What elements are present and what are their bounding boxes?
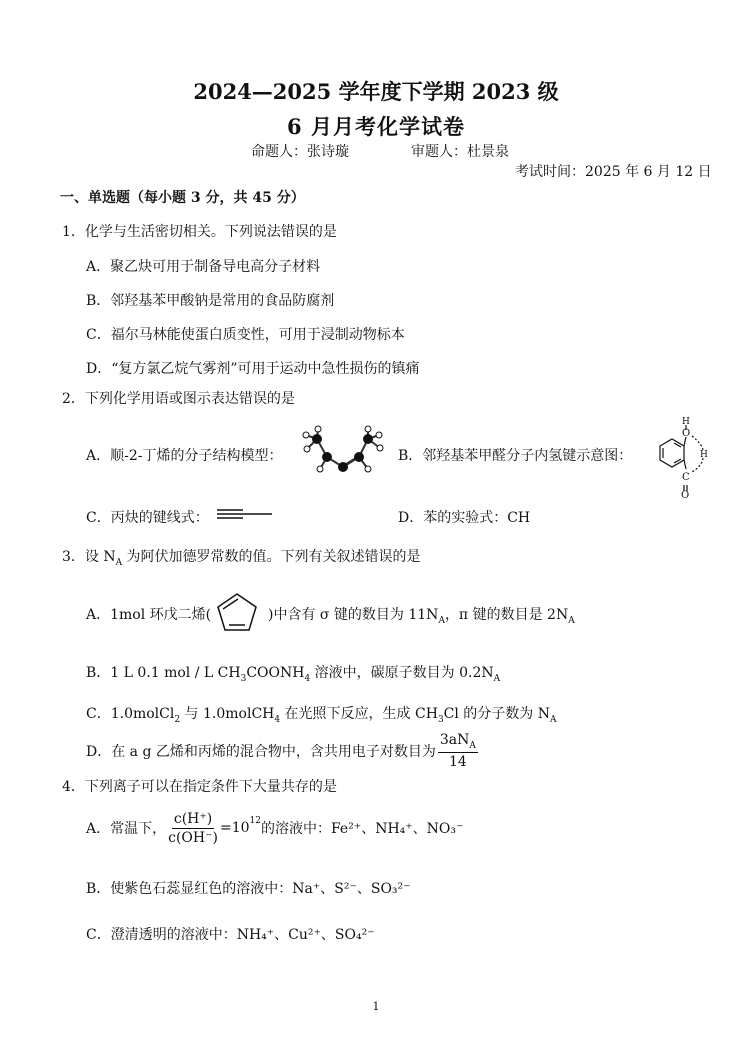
question-4-option-a: A．常温下， $\frac{c(H^+)}{c(OH^-)}$ =10 $^{12}$ 的溶液中：Fe²⁺、NH₄⁺、NO₃⁻ bbox=[86, 810, 464, 846]
question-2-option-d: D．苯的实验式：CH bbox=[398, 510, 531, 526]
question-4-option-b: B．使紫色石蕊显红色的溶液中：Na⁺、S²⁻、SO₃²⁻ bbox=[86, 881, 411, 897]
page-number: 1 bbox=[372, 1000, 380, 1013]
fig-h1-label: H bbox=[682, 417, 690, 427]
question-3-option-d: D．在 a g 乙烯和丙烯的混合物中，含共用电子对数目为 $\frac{3aN_A}{14}$ bbox=[86, 732, 476, 770]
ion-ratio-fraction: $\frac{c(H^+)}{c(OH^-)}$ bbox=[168, 810, 218, 846]
o-hydroxybenzaldehyde-hbond-diagram bbox=[648, 417, 710, 501]
question-2-option-c: C．丙炔的键线式： bbox=[86, 510, 209, 526]
cis-2-butene-model bbox=[296, 425, 388, 475]
fig-h2-label: H bbox=[700, 450, 708, 460]
exam-subtitle: 6 月月考化学试卷 bbox=[287, 114, 465, 139]
question-2-stem: 2．下列化学用语或图示表达错误的是 bbox=[62, 391, 295, 407]
question-3-option-a-suffix: )中含有 σ 键的数目为 $11N_A$，π 键的数目是 $2N_A$ bbox=[268, 607, 575, 626]
cyclopentadiene-structure bbox=[212, 590, 262, 636]
exam-title: 2024—2025 学年度下学期 2023 级 bbox=[193, 79, 559, 104]
question-1-option-d: D．“复方氯乙烷气雾剂”可用于运动中急性损伤的镇痛 bbox=[86, 361, 420, 377]
question-2-option-a: A．顺-2-丁烯的分子结构模型： bbox=[86, 448, 283, 464]
question-1-stem: 1．化学与生活密切相关。下列说法错误的是 bbox=[62, 224, 337, 240]
reviewer-label: 审题人：杜景泉 bbox=[411, 144, 509, 160]
question-3-option-b: B．1 L 0.1 mol / L $CH_3COONH_4$ 溶液中，碳原子数目为 $0.2N_A$ bbox=[86, 665, 501, 684]
question-1-option-a: A．聚乙炔可用于制备导电高分子材料 bbox=[86, 259, 321, 275]
question-2-option-b: B．邻羟基苯甲醛分子内氢键示意图： bbox=[398, 448, 633, 464]
fig-o1-label: O bbox=[682, 428, 691, 439]
question-1-option-b: B．邻羟基苯甲酸钠是常用的食品防腐剂 bbox=[86, 293, 335, 309]
question-3-stem: 3．设 $N_A$ 为阿伏加德罗常数的值。下列有关叙述错误的是 bbox=[62, 549, 421, 568]
question-1-option-c: C．福尔马林能使蛋白质变性，可用于浸制动物标本 bbox=[86, 327, 405, 343]
electron-pair-fraction: $\frac{3aN_A}{14}$ bbox=[439, 732, 476, 770]
fig-o2-label: O bbox=[681, 490, 690, 501]
author-label: 命题人：张诗璇 bbox=[251, 144, 349, 160]
question-4-stem: 4．下列离子可以在指定条件下大量共存的是 bbox=[62, 779, 337, 795]
propyne-skeletal-formula bbox=[217, 508, 273, 520]
section-heading: 一、单选题（每小题 3 分，共 45 分） bbox=[60, 190, 305, 206]
question-3-option-c: C．1.0molCl$_2$ 与 1.0molCH$_4$ 在光照下反应，生成 $CH_3Cl$ 的分子数为 $N_A$ bbox=[86, 706, 557, 725]
fig-c-label: C bbox=[682, 472, 690, 483]
question-3-option-a-prefix: A．1mol 环戊二烯( bbox=[86, 607, 212, 623]
exam-time: 考试时间：2025 年 6 月 12 日 bbox=[515, 164, 712, 180]
question-4-option-c: C．澄清透明的溶液中：NH₄⁺、Cu²⁺、SO₄²⁻ bbox=[86, 927, 375, 943]
